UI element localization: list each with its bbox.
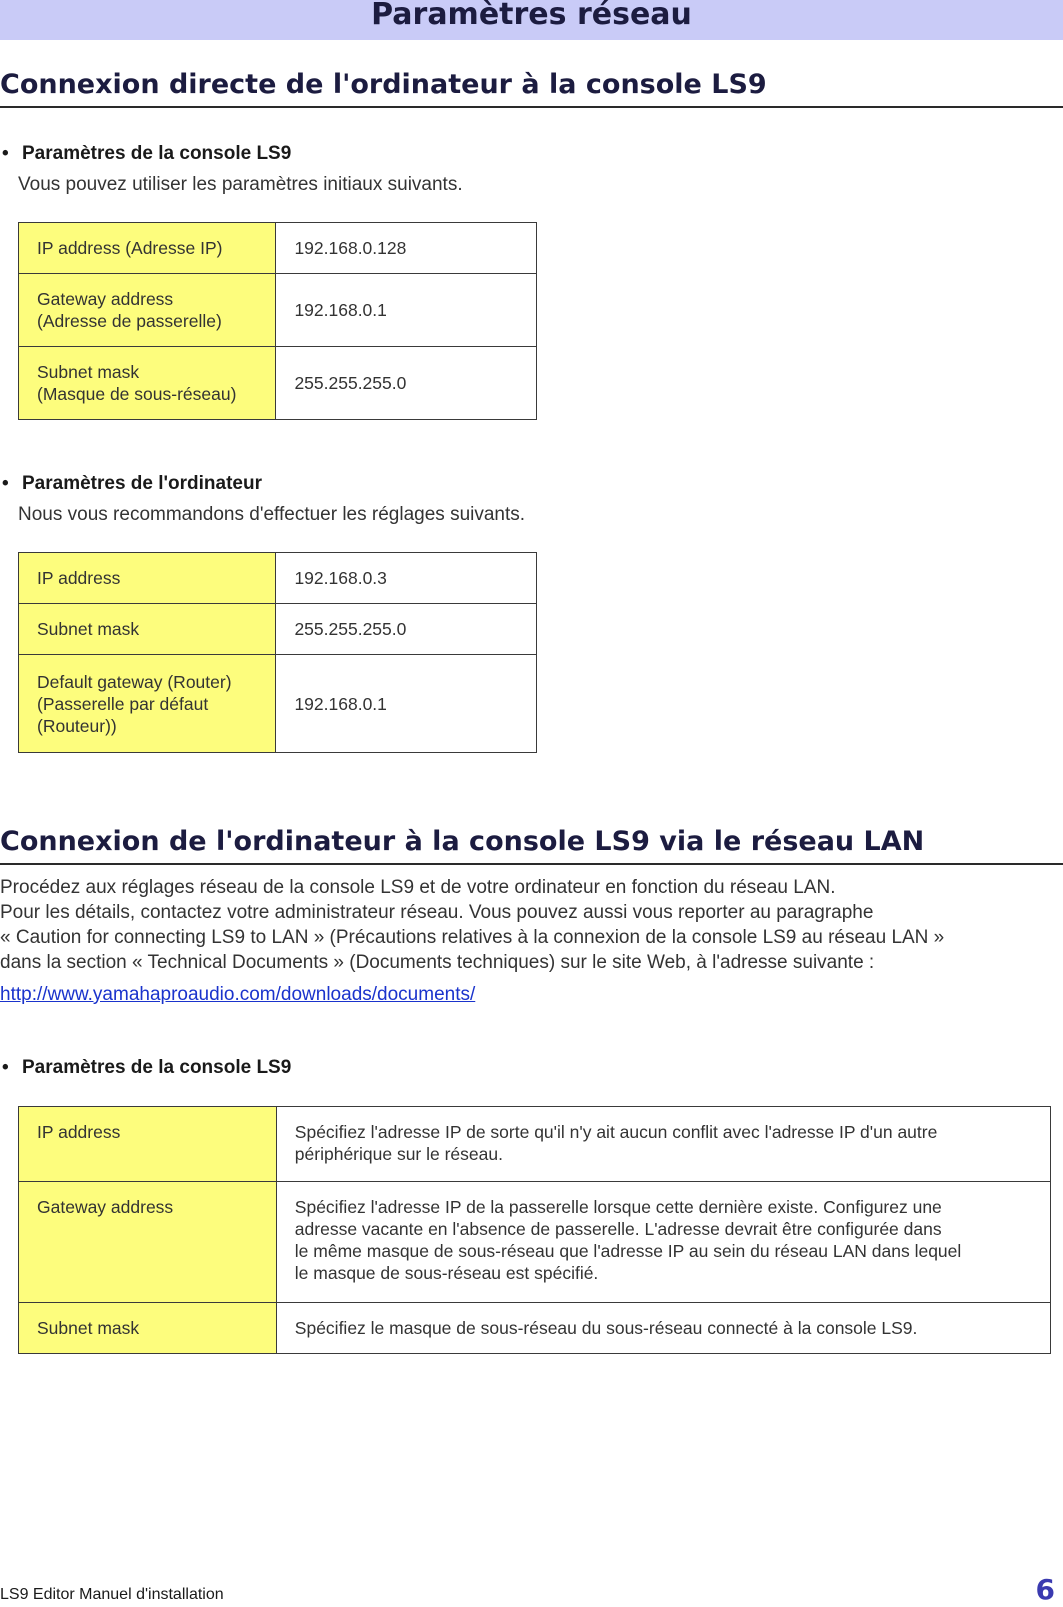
section1-computer-bullet xyxy=(0,472,262,496)
table-row xyxy=(19,1182,1051,1303)
setting-key: IP address xyxy=(19,553,276,604)
section2-console-title: Paramètres de la console LS9 xyxy=(22,1057,292,1078)
table-row xyxy=(19,274,537,347)
table-row xyxy=(19,1303,1051,1354)
section1-heading: Connexion directe de l'ordinateur à la console LS9 xyxy=(0,68,1063,108)
setting-value: 192.168.0.1 xyxy=(276,274,537,347)
setting-key: Gateway address (Adresse de passerelle) xyxy=(19,274,276,347)
setting-description: Spécifiez l'adresse IP de la passerelle lorsque cette dernière existe. Configurez une adresse vacante en l'absence de passerelle. L'adresse devrait être configurée dans le même masque de sous-réseau que l'adresse IP au sein du réseau LAN dans lequel le masque de sous-réseau est spécifié. xyxy=(276,1182,1050,1303)
setting-key: Subnet mask xyxy=(19,1303,277,1354)
table-row xyxy=(19,604,537,655)
paragraph-line: Pour les détails, contactez votre administrateur réseau. Vous pouvez aussi vous reporter au paragraphe xyxy=(0,902,874,923)
setting-value: 192.168.0.128 xyxy=(276,223,537,274)
paragraph-line: Procédez aux réglages réseau de la console LS9 et de votre ordinateur en fonction du réseau LAN. xyxy=(0,877,836,898)
table-row xyxy=(19,1107,1051,1182)
setting-key: Subnet mask (Masque de sous-réseau) xyxy=(19,347,276,420)
setting-value: 255.255.255.0 xyxy=(276,347,537,420)
section1-console-intro: Vous pouvez utiliser les paramètres initiaux suivants. xyxy=(18,174,463,195)
setting-key: Subnet mask xyxy=(19,604,276,655)
section2-console-bullet xyxy=(0,1056,291,1080)
setting-key: Default gateway (Router) (Passerelle par défaut (Routeur)) xyxy=(19,655,276,753)
section1-computer-intro: Nous vous recommandons d'effectuer les réglages suivants. xyxy=(18,504,526,525)
footer-doc-title: LS9 Editor Manuel d'installation xyxy=(0,1586,224,1603)
page-number: 6 xyxy=(1035,1573,1055,1606)
setting-value: 255.255.255.0 xyxy=(276,604,537,655)
table-row xyxy=(19,223,537,274)
yamaha-documents-link[interactable]: http://www.yamahaproaudio.com/downloads/documents/ xyxy=(0,984,476,1005)
setting-key: Gateway address xyxy=(19,1182,277,1303)
bullet-icon: • xyxy=(2,1057,9,1078)
setting-description: Spécifiez l'adresse IP de sorte qu'il n'y ait aucun conflit avec l'adresse IP d'un autre périphérique sur le réseau. xyxy=(276,1107,1050,1182)
page-title-banner xyxy=(0,0,1063,40)
paragraph-line: dans la section « Technical Documents » (Documents techniques) sur le site Web, à l'adresse suivante : xyxy=(0,952,875,973)
section1-computer-title: Paramètres de l'ordinateur xyxy=(22,473,262,494)
table-row xyxy=(19,553,537,604)
section2-paragraph xyxy=(0,875,1063,975)
table-row xyxy=(19,655,537,753)
setting-description: Spécifiez le masque de sous-réseau du sous-réseau connecté à la console LS9. xyxy=(276,1303,1050,1354)
setting-value: 192.168.0.1 xyxy=(276,655,537,753)
bullet-icon: • xyxy=(2,143,9,164)
section1-console-title: Paramètres de la console LS9 xyxy=(22,143,292,164)
table-row xyxy=(19,347,537,420)
page-title: Paramètres réseau xyxy=(371,0,692,32)
bullet-icon: • xyxy=(2,473,9,494)
console-initial-settings-table xyxy=(18,222,537,420)
console-lan-settings-table xyxy=(18,1106,1051,1354)
paragraph-line: « Caution for connecting LS9 to LAN » (Précautions relatives à la connexion de la console LS9 au réseau LAN » xyxy=(0,927,945,948)
section1-console-bullet xyxy=(0,142,291,166)
setting-value: 192.168.0.3 xyxy=(276,553,537,604)
setting-key: IP address xyxy=(19,1107,277,1182)
computer-settings-table xyxy=(18,552,537,753)
setting-key: IP address (Adresse IP) xyxy=(19,223,276,274)
section2-heading: Connexion de l'ordinateur à la console LS9 via le réseau LAN xyxy=(0,825,1063,865)
